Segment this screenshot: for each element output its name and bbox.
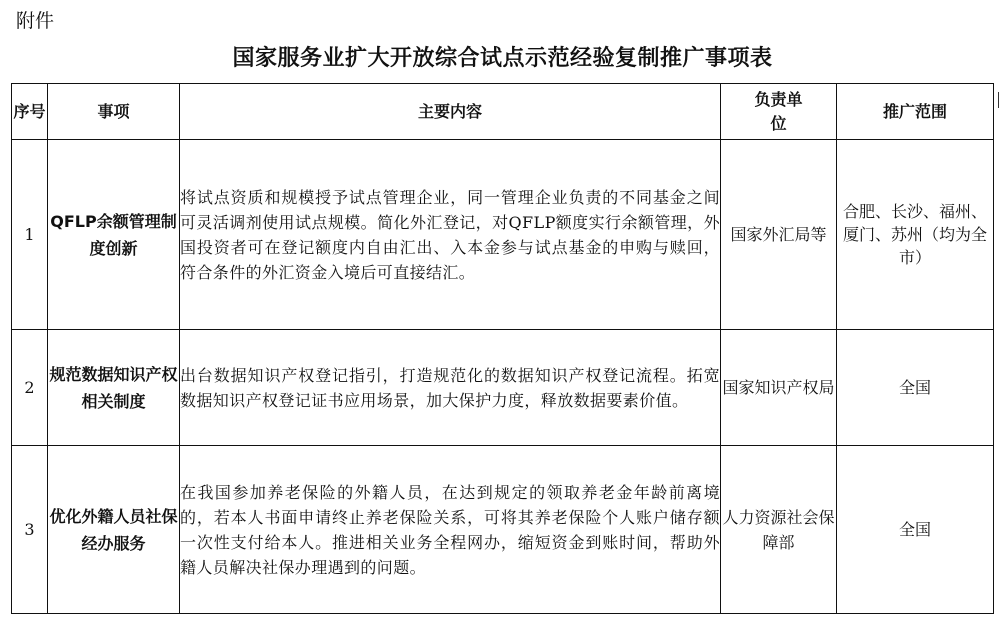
row-unit: 国家知识产权局	[721, 330, 837, 446]
page-edge-divider	[998, 92, 999, 108]
items-table	[11, 83, 994, 614]
header-unit: 负责单位	[721, 84, 837, 140]
document-title: 国家服务业扩大开放综合试点示范经验复制推广事项表	[232, 46, 773, 71]
row-item: 优化外籍人员社保经办服务	[48, 446, 180, 614]
table-header-row	[12, 84, 994, 140]
row-item: QFLP余额管理制度创新	[48, 140, 180, 330]
row-unit: 人力资源社会保障部	[721, 446, 837, 614]
row-unit: 国家外汇局等	[721, 140, 837, 330]
row-scope: 合肥、长沙、福州、厦门、苏州（均为全市）	[837, 140, 994, 330]
header-scope: 推广范围	[837, 84, 994, 140]
annex-label: 附件	[16, 10, 55, 32]
row-seq: 2	[12, 330, 48, 446]
row-scope: 全国	[837, 446, 994, 614]
row-seq: 3	[12, 446, 48, 614]
row-content: 出台数据知识产权登记指引，打造规范化的数据知识产权登记流程。拓宽数据知识产权登记证书应用场景，加大保护力度，释放数据要素价值。	[180, 330, 721, 446]
row-content: 将试点资质和规模授予试点管理企业，同一管理企业负责的不同基金之间可灵活调剂使用试点规模。简化外汇登记，对QFLP额度实行余额管理，外国投资者可在登记额度内自由汇出、入本金参与试点基金的申购与赎回，符合条件的外汇资金入境后可直接结汇。	[180, 140, 721, 330]
header-seq: 序号	[12, 84, 48, 140]
row-content: 在我国参加养老保险的外籍人员，在达到规定的领取养老金年龄前离境的，若本人书面申请终止养老保险关系，可将其养老保险个人账户储存额一次性支付给本人。推进相关业务全程网办，缩短资金到账时间，帮助外籍人员解决社保办理遇到的问题。	[180, 446, 721, 614]
header-content: 主要内容	[180, 84, 721, 140]
table-row	[12, 330, 994, 446]
row-item: 规范数据知识产权相关制度	[48, 330, 180, 446]
header-item: 事项	[48, 84, 180, 140]
table-row	[12, 140, 994, 330]
table-row	[12, 446, 994, 614]
row-scope: 全国	[837, 330, 994, 446]
row-seq: 1	[12, 140, 48, 330]
